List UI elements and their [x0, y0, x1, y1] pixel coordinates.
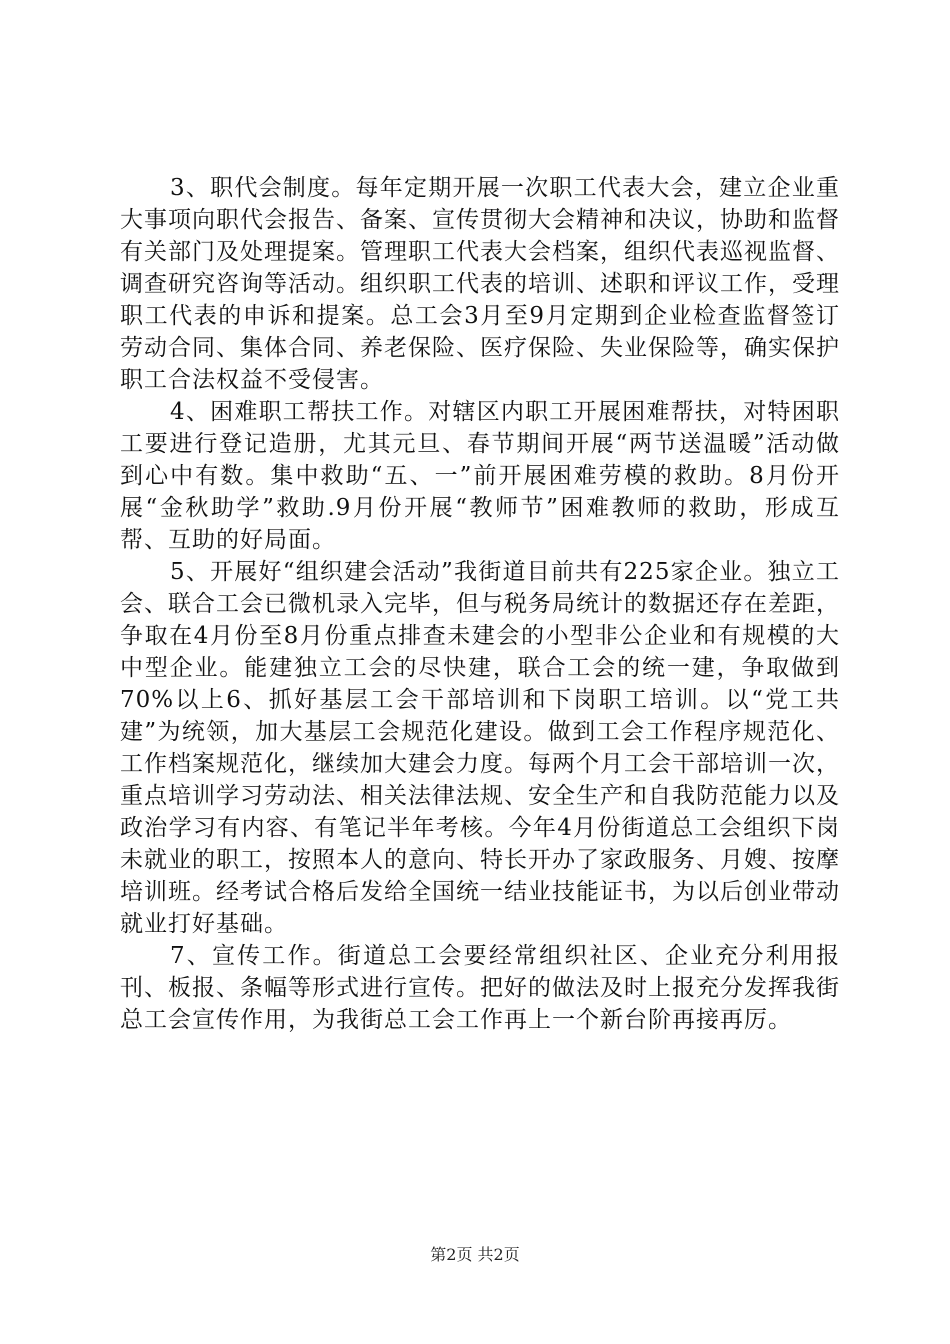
paragraph-5-union-building: 5、开展好“组织建会活动”我街道目前共有225家企业。独立工会、联合工会已微机录入完毕，但与税务局统计的数据还存在差距，争取在4月份至8月份重点排查未建会的小型非公企业和有规模的大中型企业。能建独立工会的尽快建，联合工会的统一建，争取做到70%以上6、抓好基层工会干部培训和下岗职工培训。以“党工共建”为统领，加大基层工会规范化建设。做到工会工作程序规范化、工作档案规范化，继续加大建会力度。每两个月工会干部培训一次，重点培训学习劳动法、相关法律法规、安全生产和自我防范能力以及政治学习有内容、有笔记半年考核。今年4月份街道总工会组织下岗未就业的职工，按照本人的意向、特长开办了家政服务、月嫂、按摩培训班。经考试合格后发给全国统一结业技能证书，为以后创业带动就业打好基础。	[120, 559, 840, 937]
document-body	[120, 172, 840, 1036]
page-number-footer: 第2页 共2页	[430, 1245, 520, 1264]
paragraph-7-publicity: 7、宣传工作。街道总工会要经常组织社区、企业充分利用报刊、板报、条幅等形式进行宣传。把好的做法及时上报充分发挥我街总工会宣传作用，为我街总工会工作再上一个新台阶再接再厉。	[120, 943, 840, 1033]
paragraph-4-hardship-assistance: 4、困难职工帮扶工作。对辖区内职工开展困难帮扶，对特困职工要进行登记造册，尤其元旦、春节期间开展“两节送温暖”活动做到心中有数。集中救助“五、一”前开展困难劳模的救助。8月份开展“金秋助学”救助.9月份开展“教师节”困难教师的救助，形成互帮、互助的好局面。	[120, 399, 840, 553]
paragraph-3-worker-congress: 3、职代会制度。每年定期开展一次职工代表大会，建立企业重大事项向职代会报告、备案、宣传贯彻大会精神和决议，协助和监督有关部门及处理提案。管理职工代表大会档案，组织代表巡视监督、调查研究咨询等活动。组织职工代表的培训、述职和评议工作，受理职工代表的申诉和提案。总工会3月至9月定期到企业检查监督签订劳动合同、集体合同、养老保险、医疗保险、失业保险等，确实保护职工合法权益不受侵害。	[120, 175, 840, 393]
